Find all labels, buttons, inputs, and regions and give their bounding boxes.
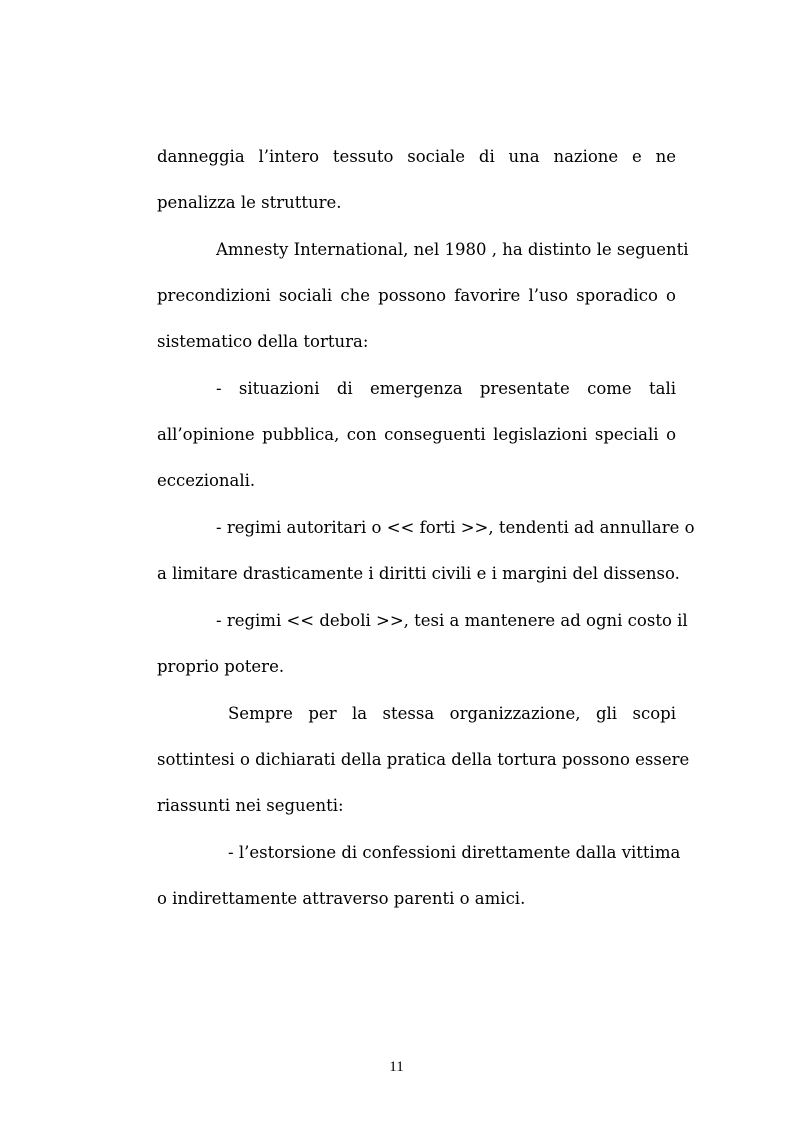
text-line: eccezionali. (157, 471, 256, 490)
text-line: sistematico della tortura: (157, 332, 369, 351)
list-item-first-line: - l’estorsione di confessioni direttamente dalla vittima (228, 843, 681, 862)
list-item-first-line: - regimi autoritari o << forti >>, tendenti ad annullare o (216, 518, 695, 537)
text-line: penalizza le strutture. (157, 193, 342, 212)
text-line: danneggia l’intero tessuto sociale di una nazione e ne (157, 147, 676, 166)
list-item-first-line: - situazioni di emergenza presentate come tali (216, 379, 676, 398)
paragraph-first-line: Amnesty International, nel 1980 , ha distinto le seguenti (216, 240, 689, 259)
page-number: 11 (389, 1059, 404, 1075)
text-line: sottintesi o dichiarati della pratica della tortura possono essere (157, 750, 690, 769)
text-line: precondizioni sociali che possono favorire l’uso sporadico o (157, 286, 676, 305)
list-item-first-line: - regimi << deboli >>, tesi a mantenere ad ogni costo il (216, 611, 688, 630)
text-line: riassunti nei seguenti: (157, 796, 344, 815)
text-line: o indirettamente attraverso parenti o amici. (157, 889, 526, 908)
paragraph-first-line: Sempre per la stessa organizzazione, gli scopi (228, 704, 676, 723)
text-line: a limitare drasticamente i diritti civili e i margini del dissenso. (157, 564, 680, 583)
text-line: proprio potere. (157, 657, 285, 676)
text-line: all’opinione pubblica, con conseguenti legislazioni speciali o (157, 425, 676, 444)
